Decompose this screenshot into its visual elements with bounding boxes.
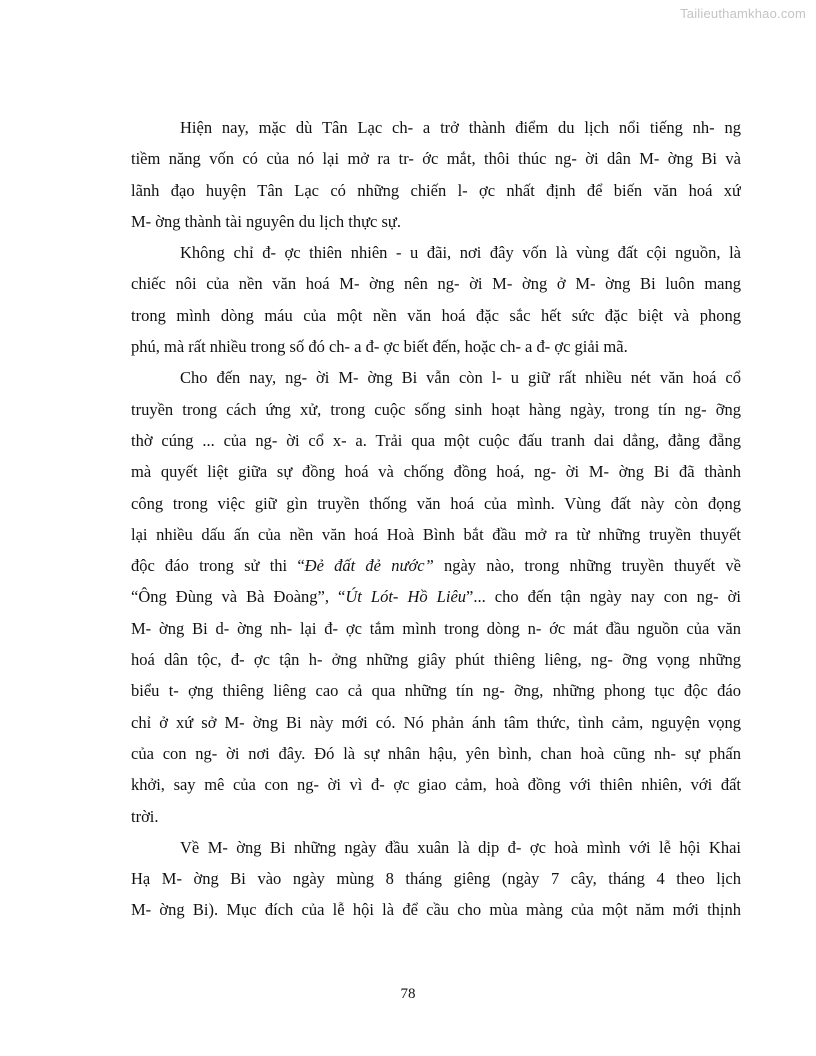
text-line: Về M- ờng Bi những ngày đầu xuân là dịp đ- ợc hoà mình với lễ hội Khai [180,837,741,857]
text-line: mà quyết liệt giữa sự đồng hoá và chống đồng hoá, ng- ời M- ờng Bi đã thành [131,462,741,482]
page-number: 78 [400,986,416,1002]
text-line [131,581,741,612]
text-segment: độc đáo trong sử thi “ [131,556,305,576]
text-segment: ngày nào, trong những truyền thuyết về [433,556,741,576]
text-line: M- ờng Bi). Mục đích của lễ hội là để cầu cho mùa màng của một năm mới thịnh [131,900,741,920]
paragraph-3 [131,362,741,831]
text-line: M- ờng thành tài nguyên du lịch thực sự. [131,211,401,231]
text-line: trong mình dòng máu của một nền văn hoá đặc sắc hết sức đặc biệt và phong [131,305,741,325]
watermark-text: Tailieuthamkhao.com [680,6,806,21]
paragraph-2 [131,237,741,362]
italic-title: Đẻ đất đẻ nước” [304,556,434,576]
text-line: lãnh đạo huyện Tân Lạc có những chiến l- ợc nhất định để biến văn hoá xứ [131,180,741,200]
text-line: khởi, say mê của con ng- ời vì đ- ợc giao cảm, hoà đồng với thiên nhiên, với đất [131,775,741,795]
text-line [131,550,741,581]
text-line: của con ng- ời nơi đây. Đó là sự nhân hậu, yên bình, chan hoà cũng nh- sự phấn [131,743,741,763]
document-body [131,112,741,926]
paragraph-1 [131,112,741,237]
text-line: tiềm năng vốn có của nó lại mở ra tr- ớc mắt, thôi thúc ng- ời dân M- ờng Bi và [131,149,741,169]
text-line: chỉ ở xứ sở M- ờng Bi này mới có. Nó phản ánh tâm thức, tình cảm, nguyện vọng [131,712,741,732]
text-line: phú, mà rất nhiều trong số đó ch- a đ- ợc biết đến, hoặc ch- a đ- ợc giải mã. [131,337,628,357]
text-line: Hiện nay, mặc dù Tân Lạc ch- a trở thành điểm du lịch nổi tiếng nh- ng [180,118,741,137]
text-line: trời. [131,806,159,826]
text-line: Hạ M- ờng Bi vào ngày mùng 8 tháng giêng (ngày 7 cây, tháng 4 theo lịch [131,869,741,889]
text-line: hoá dân tộc, đ- ợc tận h- ởng những giây phút thiêng liêng, ng- ỡng vọng những [131,650,741,670]
text-line: Không chỉ đ- ợc thiên nhiên - u đãi, nơi đây vốn là vùng đất cội nguồn, là [180,243,741,263]
text-line: thờ cúng ... của ng- ời cổ x- a. Trải qua một cuộc đấu tranh dai dẳng, đằng đẵng [131,430,741,450]
paragraph-4 [131,832,741,926]
text-line: công trong việc giữ gìn truyền thống văn hoá của mình. Vùng đất này còn đọng [131,493,741,513]
text-line: lại nhiều dấu ấn của nền văn hoá Hoà Bình bắt đầu mở ra từ những truyền thuyết [131,524,741,544]
text-line: truyền trong cách ứng xử, trong cuộc sống sinh hoạt hàng ngày, trong tín ng- ỡng [131,399,741,419]
text-line: chiếc nôi của nền văn hoá M- ờng nên ng- ời M- ờng ở M- ờng Bi luôn mang [131,274,741,294]
text-line: M- ờng Bi d- ờng nh- lại đ- ợc tắm mình trong dòng n- ớc mát đầu nguồn của văn [131,618,741,638]
italic-title: Út Lót- Hồ Liêu [345,587,467,607]
text-line: Cho đến nay, ng- ời M- ờng Bi vẫn còn l- u giữ rất nhiều nét văn hoá cổ [180,368,741,388]
text-segment: “Ông Đùng và Bà Đoàng”, “ [131,587,346,607]
text-line: biểu t- ợng thiêng liêng cao cả qua những tín ng- ỡng, những phong tục độc đáo [131,681,741,701]
text-segment: ”... cho đến tận ngày nay con ng- ời [466,587,741,607]
